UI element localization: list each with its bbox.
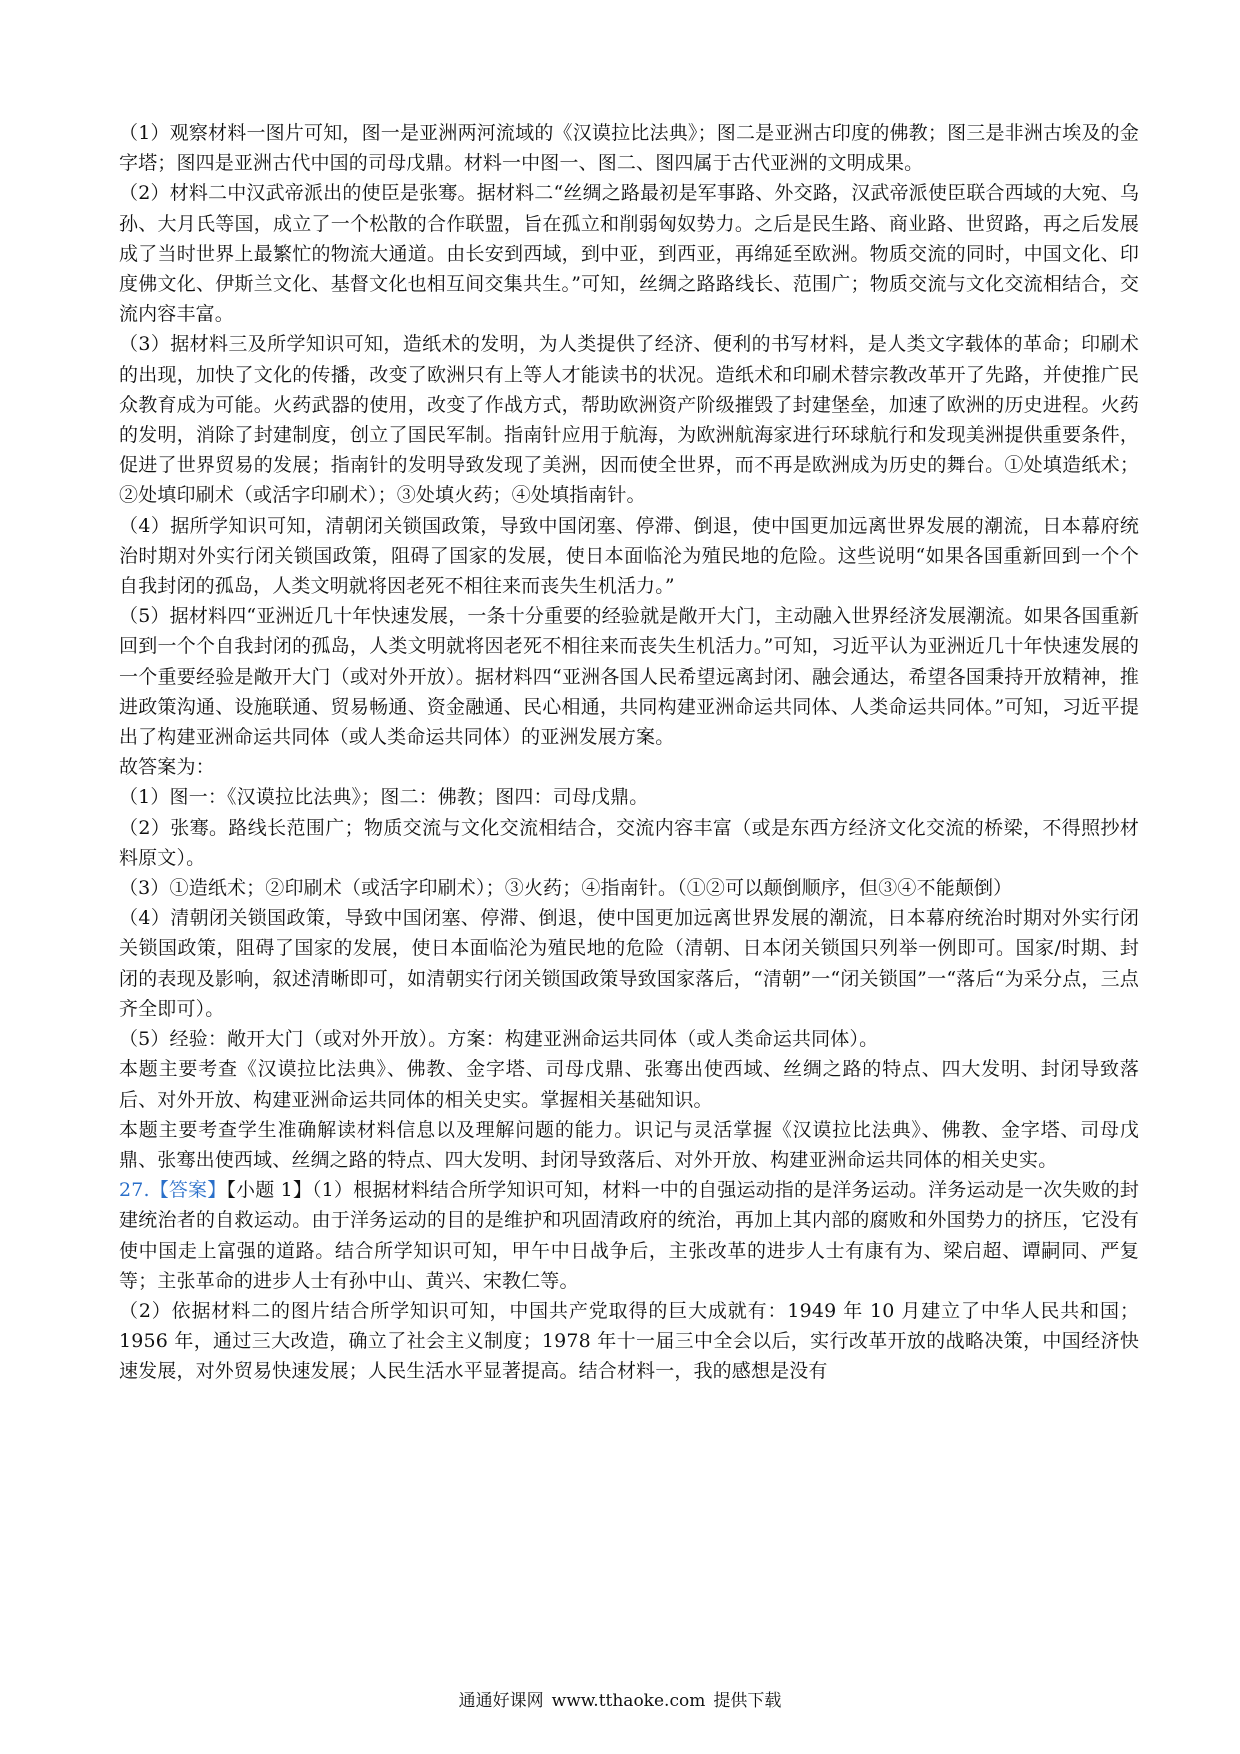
analysis-paragraph: 本题主要考查《汉谟拉比法典》、佛教、金字塔、司母戊鼎、张骞出使西域、丝绸之路的特点、四大发明、封闭导致落后、对外开放、构建亚洲命运共同体的相关史实。掌握相关基础知识。 [119,1058,1139,1111]
footer-site-name: 通通好课网 [458,1691,544,1711]
question-27-answer [119,1175,1139,1296]
footer-suffix: 提供下载 [713,1691,782,1711]
explanation-paragraph-4: （4）据所学知识可知，清朝闭关锁国政策，导致中国闭塞、停滞、倒退，使中国更加远离世界发展的潮流，日本幕府统治时期对外实行闭关锁国政策，阻碍了国家的发展，使日本面临沦为殖民地的危险。这些说明“如果各国重新回到一个个自我封闭的孤岛，人类文明就将因老死不相往来而丧失生机活力。” [119,514,1139,598]
page-footer [0,1689,1240,1713]
answer-explanation-body [119,118,1139,1387]
answer-heading: 故答案为： [119,756,215,779]
explanation-paragraph-5: （5）据材料四“亚洲近几十年快速发展，一条十分重要的经验就是敞开大门，主动融入世界经济发展潮流。如果各国重新回到一个个自我封闭的孤岛，人类文明就将因老死不相往来而丧失生机活力。”可知，习近平认为亚洲近几十年快速发展的一个重要经验是敞开大门（或对外开放）。据材料四“亚洲各国人民希望远离封闭、融会通达，希望各国秉持开放精神，推进政策沟通、设施联通、贸易畅通、资金融通、民心相通，共同构建亚洲命运共同体、人类命运共同体。”可知，习近平提出了构建亚洲命运共同体（或人类命运共同体）的亚洲发展方案。 [119,605,1139,749]
answer-item-5: （5）经验：敞开大门（或对外开放）。方案：构建亚洲命运共同体（或人类命运共同体）。 [119,1028,879,1051]
question-27-number: 27. [119,1179,150,1202]
answer-tag: 【答案】 [149,1179,227,1202]
question-27-part-2: （2）依据材料二的图片结合所学知识可知，中国共产党取得的巨大成就有：1949 年 10 月建立了中华人民共和国；1956 年，通过三大改造，确立了社会主义制度；1978 年十一届三中全会以后，实行改革开放的战略决策，中国经济快速发展，对外贸易快速发展；人民生活水平显著提高。结合材料一，我的感想是没有 [119,1299,1139,1383]
explanation-paragraph-3: （3）据材料三及所学知识可知，造纸术的发明，为人类提供了经济、便利的书写材料，是人类文字载体的革命；印刷术的出现，加快了文化的传播，改变了欧洲只有上等人才能读书的状况。造纸术和印刷术替宗教改革开了先路，并使推广民众教育成为可能。火药武器的使用，改变了作战方式，帮助欧洲资产阶级摧毁了封建堡垒，加速了欧洲的历史进程。火药的发明，消除了封建制度，创立了国民军制。指南针应用于航海，为欧洲航海家进行环球航行和发现美洲提供重要条件，促进了世界贸易的发展；指南针的发明导致发现了美洲，因而使全世界，而不再是欧洲成为历史的舞台。①处填造纸术；②处填印刷术（或活字印刷术）；③处填火药；④处填指南针。 [119,333,1139,507]
explanation-paragraph-1: （1）观察材料一图片可知，图一是亚洲两河流域的《汉谟拉比法典》；图二是亚洲古印度的佛教；图三是非洲古埃及的金字塔；图四是亚洲古代中国的司母戊鼎。材料一中图一、图二、图四属于古代亚洲的文明成果。 [119,122,1139,175]
answer-item-3: （3）①造纸术；②印刷术（或活字印刷术）；③火药；④指南针。（①②可以颠倒顺序，但③④不能颠倒） [119,877,1013,900]
commentary-paragraph: 本题主要考查学生准确解读材料信息以及理解问题的能力。识记与灵活掌握《汉谟拉比法典》、佛教、金字塔、司母戊鼎、张骞出使西域、丝绸之路的特点、四大发明、封闭导致落后、对外开放、构建亚洲命运共同体的相关史实。 [119,1118,1139,1171]
answer-item-2: （2）张骞。路线长范围广；物质交流与文化交流相结合，交流内容丰富（或是东西方经济文化交流的桥梁，不得照抄材料原文）。 [119,816,1139,869]
question-27-answer-text: （1）根据材料结合所学知识可知，材料一中的自强运动指的是洋务运动。洋务运动是一次失败的封建统治者的自救运动。由于洋务运动的目的是维护和巩固清政府的统治，再加上其内部的腐败和外国势力的挤压，它没有使中国走上富强的道路。结合所学知识可知，甲午中日战争后，主张改革的进步人士有康有为、梁启超、谭嗣同、严复等；主张革命的进步人士有孙中山、黄兴、宋教仁等。 [119,1179,1139,1292]
sub-question-tag: 【小题 1】 [226,1179,313,1202]
answer-item-1: （1）图一：《汉谟拉比法典》；图二：佛教；图四：司母戊鼎。 [119,786,649,809]
answer-item-4: （4）清朝闭关锁国政策，导致中国闭塞、停滞、倒退，使中国更加远离世界发展的潮流，日本幕府统治时期对外实行闭关锁国政策，阻碍了国家的发展，使日本面临沦为殖民地的危险（清朝、日本闭关锁国只列举一例即可。国家/时期、封闭的表现及影响，叙述清晰即可，如清朝实行闭关锁国政策导致国家落后，“清朝”一“闭关锁国”一“落后“为采分点，三点齐全即可）。 [119,907,1139,1020]
footer-url: www.tthaoke.com [551,1691,706,1711]
explanation-paragraph-2: （2）材料二中汉武帝派出的使臣是张骞。据材料二“丝绸之路最初是军事路、外交路，汉武帝派使臣联合西域的大宛、乌孙、大月氏等国，成立了一个松散的合作联盟，旨在孤立和削弱匈奴势力。之后是民生路、商业路、世贸路，再之后发展成了当时世界上最繁忙的物流大通道。由长安到西域，到中亚，到西亚，再绵延至欧洲。物质交流的同时，中国文化、印度佛文化、伊斯兰文化、基督文化也相互间交集共生。”可知，丝绸之路路线长、范围广；物质交流与文化交流相结合，交流内容丰富。 [119,182,1139,326]
